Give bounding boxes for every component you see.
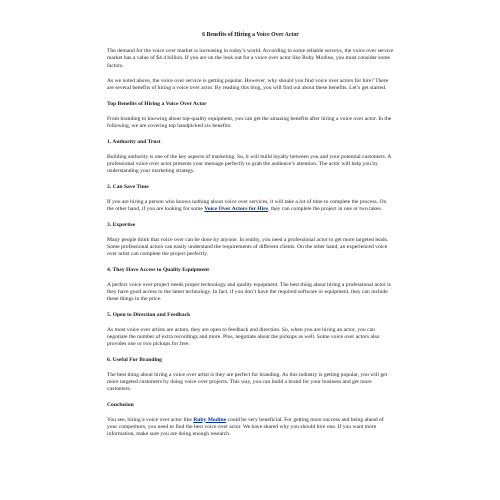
benefit-6-heading: 6. Useful For Branding — [107, 356, 162, 363]
benefit-1-heading: 1. Authority and Trust — [107, 138, 161, 145]
benefit-2-heading: 2. Can Save Time — [107, 183, 149, 190]
benefit-6-text: The best thing about hiring a voice over artist is they are perfect for branding. As this industry is getting popular, you will get more targeted customers by doing voice over projects. This way, you can build a brand for your business and get more customers. — [107, 371, 388, 392]
section-paragraph: From branding to knowing about top-quality equipment, you can get the amazing benefits after hiring a voice over actor. In the following, we are covering top handpicked six benefits: — [107, 116, 392, 130]
ruby-modine-link[interactable]: Ruby Modine — [193, 416, 227, 423]
benefit-1-text: Building authority is one of the key aspects of marketing. So, it will build loyalty between you and your potential customers. A professional voice over actor presents your message perfectly to grab the audience’s attention. The actor will help you by understanding your marketing strategy. — [107, 153, 391, 175]
conclusion-heading: Conclusion — [107, 401, 134, 408]
conclusion-text-start: You see, hiring a voice over actor like — [107, 416, 194, 423]
benefit-4-text: A perfect voice over project needs proper technology and quality equipment. The best thing about hiring a professional actor is they have good access to the latest technology. In fact, if you don’t have the required software or equipment, they can include these things in the price. — [107, 281, 391, 302]
benefit-5-heading: 5. Open to Direction and Feedback — [107, 311, 191, 318]
article — [107, 32, 394, 447]
intro-paragraph-2: As we noted above, the voice over service is getting popular. However, why should you find voice over actors for hire? There are several benefits of hiring a voice over actor. By reading this blog, you will find out about these benefits. Let’s get started. — [107, 78, 389, 92]
conclusion-text — [107, 417, 394, 439]
benefit-2-text-end: , they can complete the project in one or two takes. — [268, 206, 383, 212]
section-heading: Top Benefits of Hiring a Voice Over Actor — [107, 101, 207, 107]
benefit-3-text: Many people think that voice over can be done by anyone. In reality, you need a professional actor to get more targeted leads. Some professional actors can easily understand the requirements of different clients. On the other hand, an experienced voice over artist can complete the project perfectly. — [107, 236, 389, 257]
article-title: 6 Benefits of Hiring a Voice Over Actor — [202, 32, 299, 38]
conclusion-text-end: could be very beneficial. For getting more success and being ahead of your competitors, you need to find the best voice over actor. We have shared why you should hire one. If you want more information, make sure you are doing enough research. — [107, 416, 384, 437]
benefit-3-heading: 3. Expertise — [107, 221, 136, 228]
voice-over-actors-link[interactable]: Voice Over Actors for Hire — [204, 206, 269, 212]
benefit-5-text: As most voice over artists are actors, they are open to feedback and direction. So, when you are hiring an actor, you can negotiate the number of extra recordings and more. Plus, negotiate about the pickups as well. Some voice over actors also provides one or two pickups for free. — [107, 326, 380, 347]
benefit-2-text — [107, 199, 394, 213]
benefit-4-heading: 4. They Have Access to Quality Equipment — [107, 266, 209, 273]
benefit-2-text-start: If you are hiring a person who knows nothing about voice over services, it will take a lot of time to complete the process. On the other hand, if you are looking for some — [107, 198, 387, 212]
intro-paragraph-1: The demand for the voice over market is increasing in today’s world. According to some reliable surveys, the voice over service market has a value of $4.4 billion. If you are on the look out for a voice over actor like Ruby Modine, you must consider some factors. — [107, 48, 394, 69]
